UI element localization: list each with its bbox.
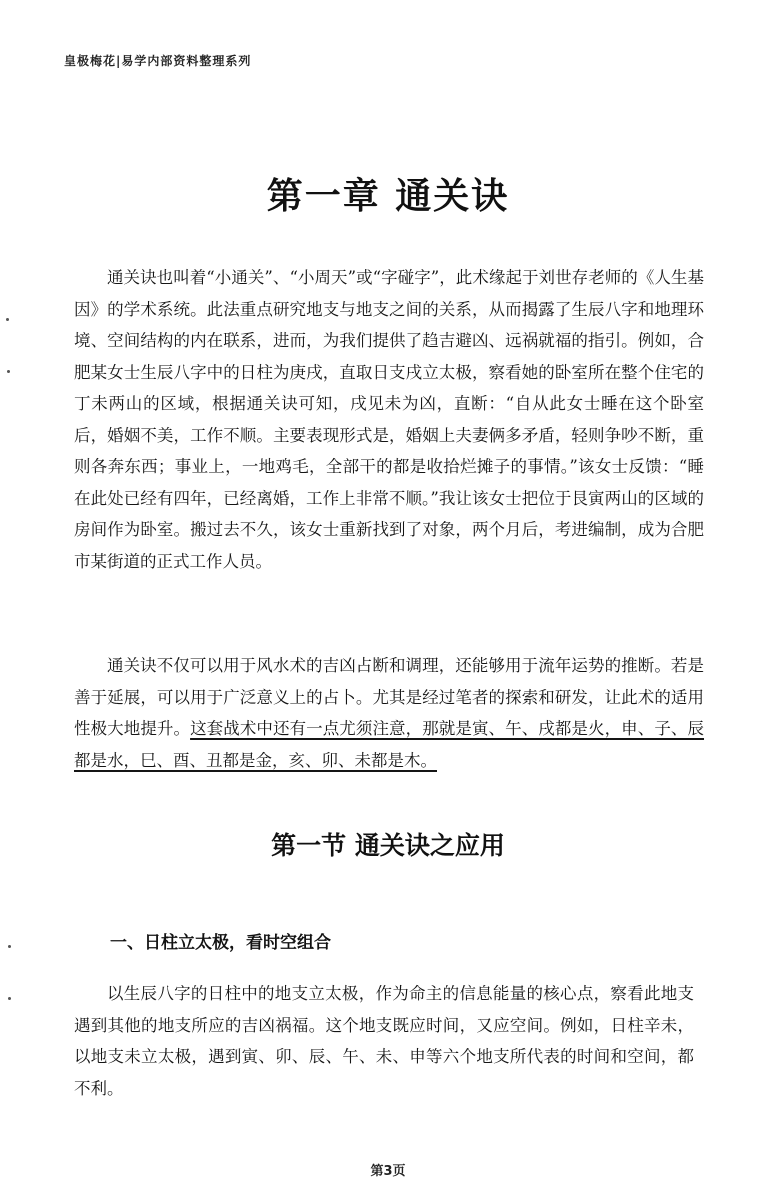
running-header: 皇极梅花|易学内部资料整理系列 [64,54,252,68]
margin-speck [7,370,10,373]
page-number: 第3页 [370,1164,406,1179]
chapter-title: 第一章 通关诀 [266,176,510,217]
subsection-title: 一、日柱立太极，看时空组合 [110,933,331,953]
body-paragraph-1: 通关诀也叫着“小通关”、“小周天”或“字碰字”，此术缘起于刘世存老师的《人生基因》的学术系统。此法重点研究地支与地支之间的关系，从而揭露了生辰八字和地理环境、空间结构的内在联系，进而，为我们提供了趋吉避凶、远祸就福的指引。例如，合肥某女士生辰八字中的日柱为庚戌，直取日支戌立太极，察看她的卧室所在整个住宅的丁未两山的区域，根据通关诀可知，戌见未为凶，直断：“自从此女士睡在这个卧室后，婚姻不美，工作不顺。主要表现形式是，婚姻上夫妻俩多矛盾，轻则争吵不断，重则各奔东西；事业上，一地鸡毛，全部干的都是收拾烂摊子的事情。”该女士反馈：“睡在此处已经有四年，已经离婚，工作上非常不顺。”我让该女士把位于艮寅两山的区域的房间作为卧室。搬过去不久，该女士重新找到了对象，两个月后，考进编制，成为合肥市某街道的正式工作人员。 [74,268,704,571]
paragraph-2-text: 通关诀不仅可以用于风水术的吉凶占断和调理，还能够用于流年运势的推断。若是善于延展，可以用于广泛意义上的占卜。尤其是经过笔者的探索和研发，让此术的适用性极大地提升。 [74,656,704,738]
margin-speck [8,945,11,948]
margin-speck [8,997,11,1000]
body-paragraph-3: 以生辰八字的日柱中的地支立太极，作为命主的信息能量的核心点，察看此地支遇到其他的地支所应的吉凶祸福。这个地支既应时间，又应空间。例如，日柱辛未，以地支未立太极，遇到寅、卯、辰、午、未、申等六个地支所代表的时间和空间，都不利。 [74,984,694,1098]
section-title: 第一节 通关诀之应用 [271,831,505,860]
underlined-emphasis: 这套战术中还有一点尤须注意，那就是寅、午、戌都是火，申、子、辰都是水，巳、酉、丑都是金，亥、卯、未都是木。 [74,719,705,770]
margin-speck [6,318,9,321]
body-paragraph-2 [74,650,704,776]
